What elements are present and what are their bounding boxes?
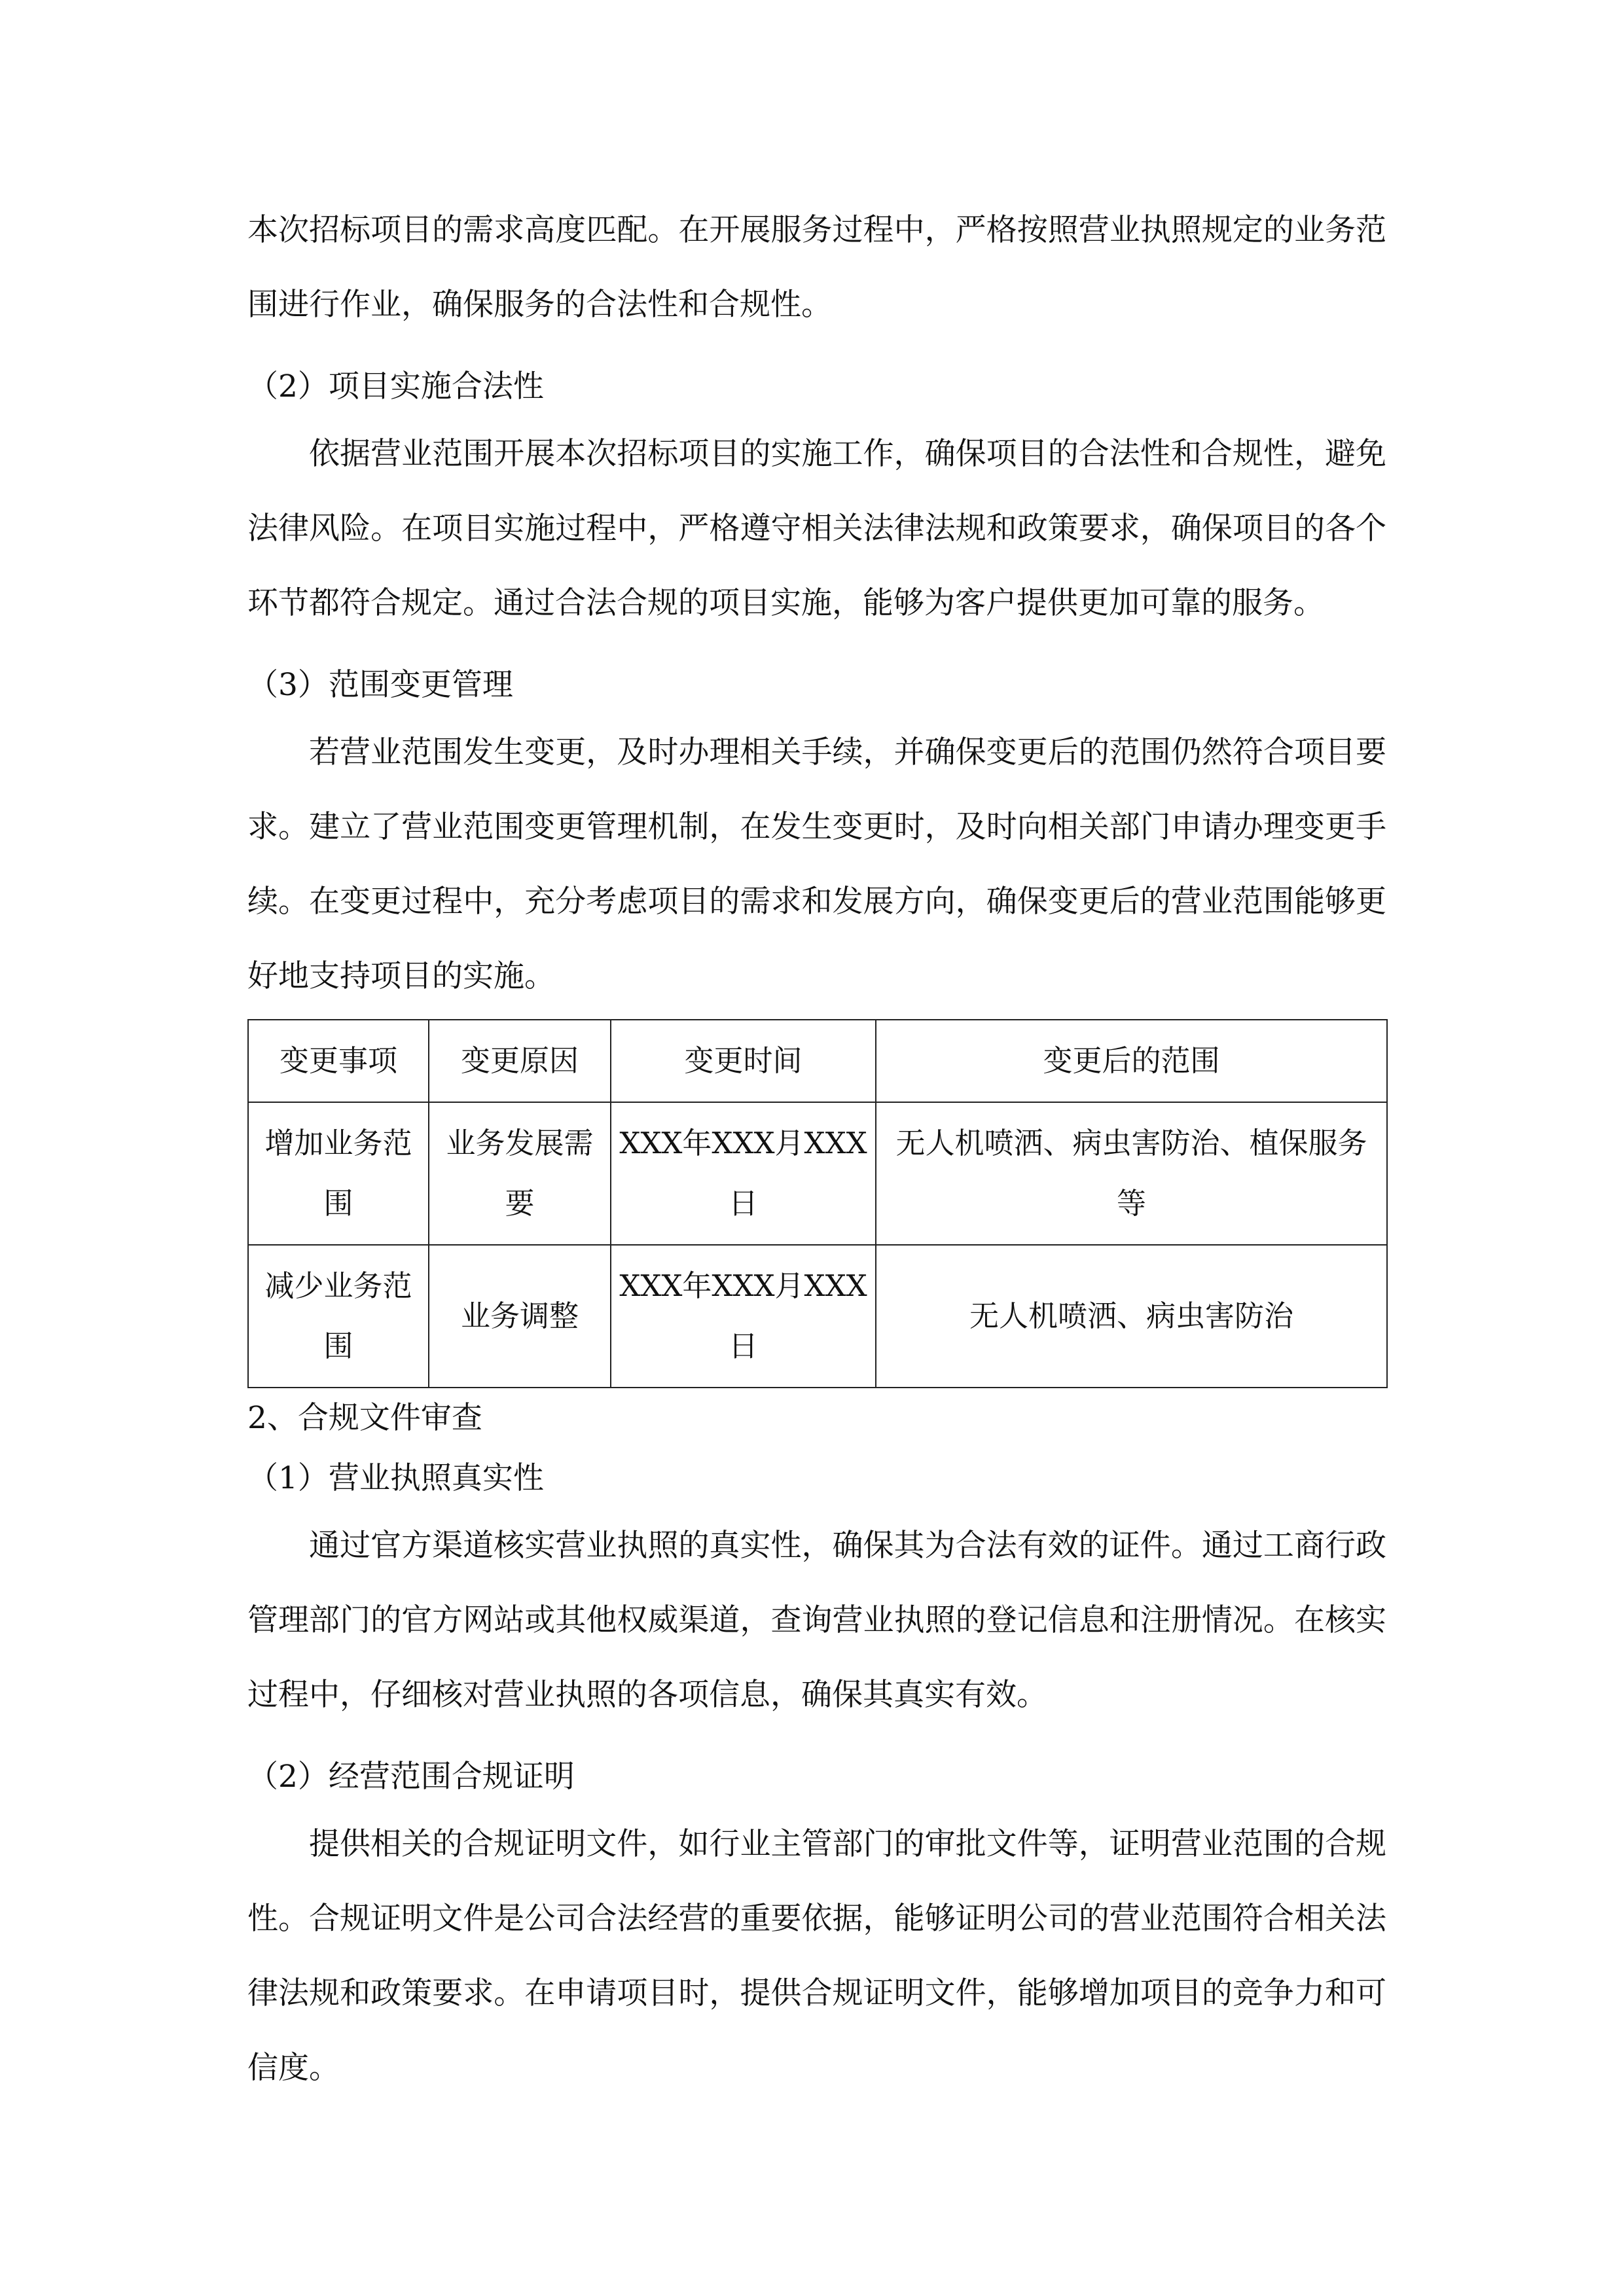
scope-change-heading: （3）范围变更管理	[247, 667, 513, 703]
license-authenticity-heading: （1）营业执照真实性	[247, 1460, 544, 1496]
table-header-row	[248, 1020, 1387, 1102]
table-header-cell: 变更后的范围	[876, 1020, 1387, 1102]
spacer	[247, 641, 1386, 655]
compliance-docs-heading: 2、合规文件审查	[247, 1400, 482, 1436]
scope-proof-paragraph: 提供相关的合规证明文件，如行业主管部门的审批文件等，证明营业范围的合规性。合规证明文件是公司合法经营的重要依据，能够证明公司的营业范围符合相关法律法规和政策要求。在申请项目时，提供合规证明文件，能够增加项目的竞争力和可信度。	[247, 1826, 1386, 2086]
table-cell: 减少业务范围	[248, 1245, 429, 1388]
license-authenticity-paragraph: 通过官方渠道核实营业执照的真实性，确保其为合法有效的证件。通过工商行政管理部门的官方网站或其他权威渠道，查询营业执照的登记信息和注册情况。在核实过程中，仔细核对营业执照的各项信息，确保其真实有效。	[247, 1528, 1386, 1713]
scope-change-paragraph: 若营业范围发生变更，及时办理相关手续，并确保变更后的范围仍然符合项目要求。建立了营业范围变更管理机制，在发生变更时，及时向相关部门申请办理变更手续。在变更过程中，充分考虑项目的需求和发展方向，确保变更后的营业范围能够更好地支持项目的实施。	[247, 734, 1386, 994]
legality-paragraph: 依据营业范围开展本次招标项目的实施工作，确保项目的合法性和合规性，避免法律风险。在项目实施过程中，严格遵守相关法律法规和政策要求，确保项目的各个环节都符合规定。通过合法合规的项目实施，能够为客户提供更加可靠的服务。	[247, 436, 1386, 621]
spacer	[247, 342, 1386, 357]
table-row	[248, 1245, 1387, 1388]
table-header-cell: 变更时间	[611, 1020, 876, 1102]
table-cell: 业务调整	[429, 1245, 611, 1388]
table-cell: XXX年XXX月XXX日	[611, 1102, 876, 1245]
spacer	[247, 1732, 1386, 1747]
document-page	[247, 193, 1386, 2106]
intro-paragraph: 本次招标项目的需求高度匹配。在开展服务过程中，严格按照营业执照规定的业务范围进行作业，确保服务的合法性和合规性。	[247, 212, 1386, 323]
table-header-cell: 变更事项	[248, 1020, 429, 1102]
table-cell: 无人机喷洒、病虫害防治	[876, 1245, 1387, 1388]
table-cell: XXX年XXX月XXX日	[611, 1245, 876, 1388]
table-cell: 无人机喷洒、病虫害防治、植保服务等	[876, 1102, 1387, 1245]
scope-change-table	[247, 1019, 1388, 1388]
table-header-cell: 变更原因	[429, 1020, 611, 1102]
table-row	[248, 1102, 1387, 1245]
legality-heading: （2）项目实施合法性	[247, 368, 544, 404]
scope-proof-heading: （2）经营范围合规证明	[247, 1759, 575, 1795]
table-cell: 业务发展需要	[429, 1102, 611, 1245]
table-cell: 增加业务范围	[248, 1102, 429, 1245]
